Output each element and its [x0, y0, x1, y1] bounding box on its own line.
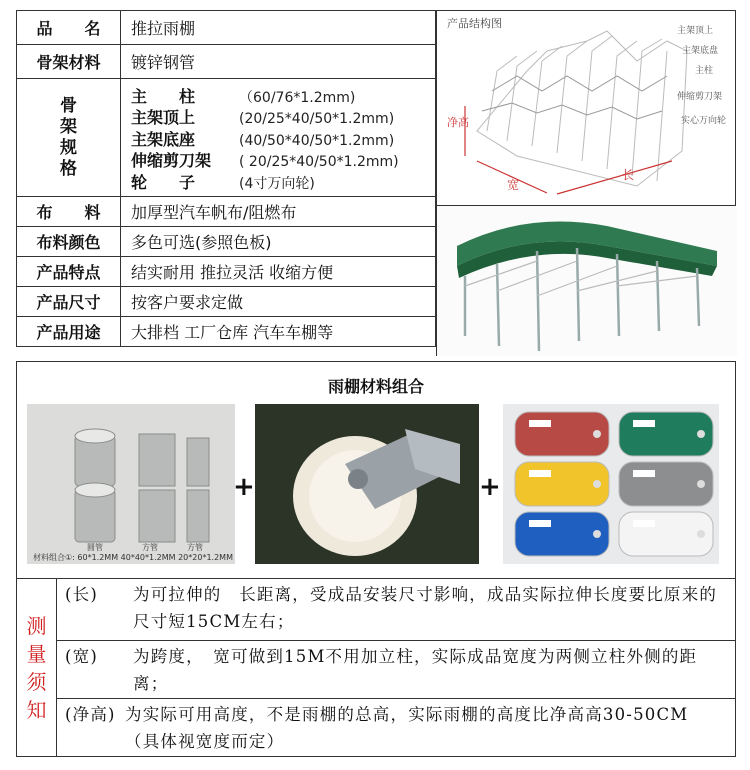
swatch-tag [529, 420, 551, 427]
spec-value: 镀锌钢管 [121, 45, 436, 79]
skeleton-item: 主 柱 （60/76*1.2mm) [131, 86, 356, 106]
spec-key: 品 名 [17, 11, 121, 45]
plus-sign: + [479, 472, 501, 502]
structure-label: 主柱 [695, 66, 714, 76]
spec-row-material [17, 45, 436, 79]
measure-notes [16, 579, 736, 757]
spec-row-fabric: 布 料 加厚型汽车帆布/阻燃布 [17, 197, 436, 227]
pipe-caption: 材料组合①: 60*1.2MM 40*40*1.2MM 20*20*1.2MM [33, 553, 233, 562]
spec-row-feature: 产品特点 结实耐用 推拉灵活 收缩方便 [17, 257, 436, 287]
swatch-tag [529, 470, 551, 477]
notes-side-label: 测 量 须 知 [17, 579, 57, 756]
spec-key: 骨架材料 [17, 45, 121, 79]
note-width: (宽) 为跨度， 宽可做到15M不用加立柱，实际成品宽度为两侧立柱外侧的距离； [57, 641, 735, 699]
note-length: (长) 为可拉伸的 长距离，受成品安装尺寸影响，成品实际拉伸长度要比原来的尺寸短15CM左右； [57, 579, 735, 641]
swatch-tag [633, 520, 655, 527]
skeleton-item: 轮 子 (4寸万向轮) [131, 172, 315, 192]
color-swatches [503, 404, 719, 564]
swatch-tag [633, 470, 655, 477]
swatch-hole [593, 430, 601, 438]
pipe-label: 方管 [142, 543, 158, 552]
skeleton-item: 主架顶上 (20/25*40/50*1.2mm) [131, 108, 395, 128]
height-label: 净高 [447, 116, 469, 129]
plus-sign: + [233, 472, 255, 502]
note-height: (净高) 为实际可用高度，不是雨棚的总高，实际雨棚的高度比净高高30-50CM（具体视宽度而定） [65, 705, 689, 751]
skeleton-list [121, 79, 436, 197]
spec-row-usage: 产品用途 大排档 工厂仓库 汽车车棚等 [17, 317, 436, 347]
swatch-hole [593, 530, 601, 538]
swatch-tag [633, 420, 655, 427]
swatch-hole [593, 480, 601, 488]
caster-image [255, 404, 479, 564]
spec-value: 推拉雨棚 [121, 11, 436, 45]
spec-row-name [17, 11, 436, 45]
spec-row-size: 产品尺寸 按客户要求定做 [17, 287, 436, 317]
skeleton-item: 伸缩剪刀架 ( 20/25*40/50*1.2mm) [131, 151, 399, 171]
structure-diagram [436, 10, 736, 206]
structure-label: 主架顶上 [677, 26, 714, 36]
pipe-label: 圆管 [87, 543, 103, 552]
pipes-image [27, 404, 235, 564]
swatch-tag [529, 520, 551, 527]
materials-section [16, 361, 736, 579]
pipe-label: 方管 [187, 543, 203, 552]
spec-row-skeleton [17, 79, 436, 197]
swatch-hole [697, 430, 705, 438]
width-label: 宽 [507, 178, 520, 192]
swatch-hole [697, 530, 705, 538]
canopy-photo [436, 206, 736, 356]
structure-label: 主架底盘 [682, 46, 719, 56]
skeleton-key: 骨 架 规 格 [60, 95, 77, 179]
spec-table [16, 10, 436, 347]
length-label: 长 [622, 168, 635, 182]
swatch-hole [697, 480, 705, 488]
structure-label: 实心万向轮 [681, 116, 727, 126]
spec-row-color: 布料颜色 多色可选(参照色板) [17, 227, 436, 257]
structure-title: 产品结构图 [447, 17, 502, 30]
materials-title: 雨棚材料组合 [327, 377, 424, 396]
structure-label: 伸缩剪刀架 [677, 92, 723, 102]
skeleton-item: 主架底座 (40/50*40/50*1.2mm) [131, 129, 395, 149]
